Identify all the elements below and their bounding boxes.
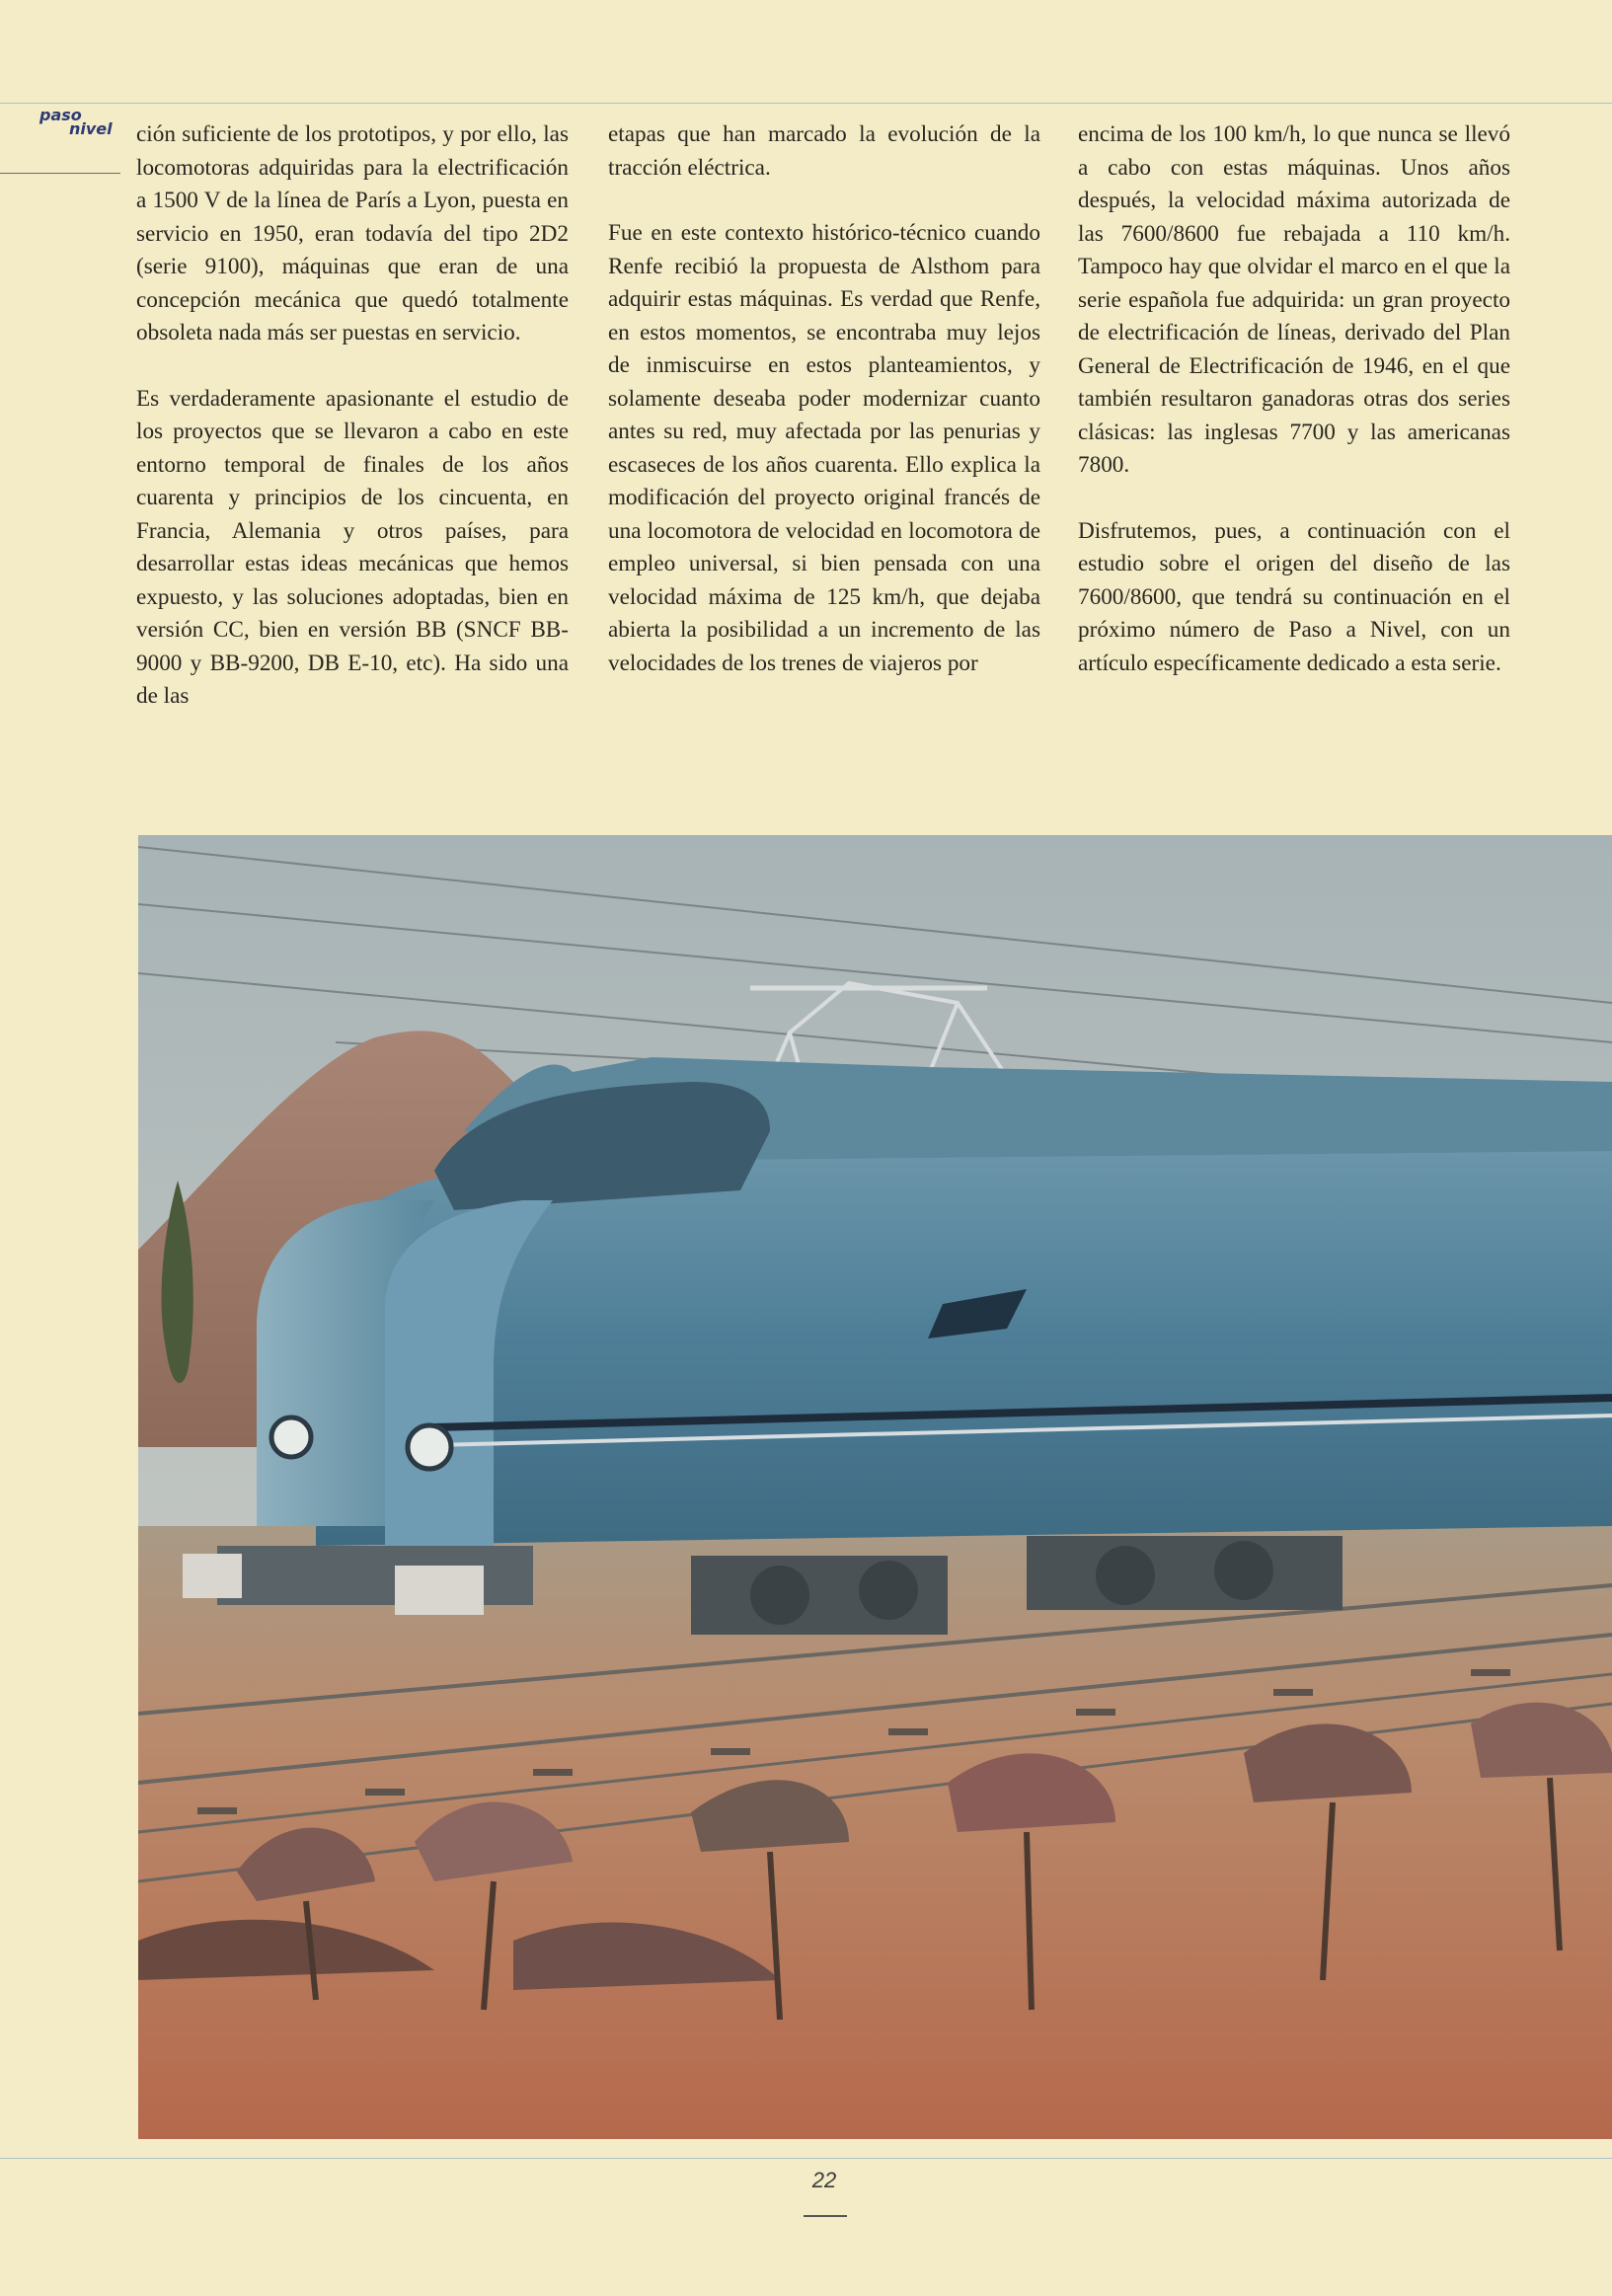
logo-line-1: paso (39, 106, 82, 124)
locomotive-illustration (138, 835, 1612, 2139)
text-column-1 (136, 118, 569, 714)
text-column-3 (1078, 118, 1510, 680)
paragraph: Disfrutemos, pues, a continuación con el estudio sobre el origen del diseño de las 7600/8600, que tendrá su continuación en el próximo número de Paso a Nivel, con un artículo específicamente dedicado a esta serie. (1078, 517, 1510, 676)
bottom-rule (0, 2158, 1612, 2159)
logo-rule (0, 173, 120, 174)
paso-nivel-logo (39, 106, 134, 138)
logo-line-2: nivel (69, 119, 113, 138)
top-rule (0, 103, 1612, 104)
paragraph: encima de los 100 km/h, lo que nunca se llevó a cabo con estas máquinas. Unos años después, la velocidad máxima autorizada de las 7600/8600 fue rebajada a 110 km/h. Tampoco hay que olvidar el marco en el que la serie española fue adquirida: un gran proyecto de electrificación de líneas, derivado del Plan General de Electrificación de 1946, en el que también resultaron ganadoras otras dos series clásicas: las inglesas 7700 y las americanas 7800. (1078, 121, 1510, 478)
paragraph: Fue en este contexto histórico-técnico cuando Renfe recibió la propuesta de Alsthom para adquirir estas máquinas. Es verdad que Renfe, en estos momentos, se encontraba muy lejos de inmiscuirse en estos planteamientos, y solamente deseaba poder modernizar cuanto antes su red, muy afectada por las penurias y escaseces de los años cuarenta. Ello explica la modificación del proyecto original francés de una locomotora de velocidad en locomotora de empleo universal, si bien pensada con una velocidad máxima de 125 km/h, que dejaba abierta la posibilidad a un incremento de las velocidades de los trenes de viajeros por (608, 220, 1040, 676)
paragraph: etapas que han marcado la evolución de la tracción eléctrica. (608, 121, 1040, 181)
page-number: 22 (811, 2168, 837, 2192)
paragraph: ción suficiente de los prototipos, y por ello, las locomotoras adquiridas para la electrificación a 1500 V de la línea de París a Lyon, puesta en servicio en 1950, eran todavía del tipo 2D2 (serie 9100), máquinas que eran de una concepción mecánica que quedó totalmente obsoleta nada más ser puestas en servicio. (136, 121, 569, 345)
text-column-2 (608, 118, 1040, 680)
paragraph: Es verdaderamente apasionante el estudio de los proyectos que se llevaron a cabo en este entorno temporal de finales de los años cuarenta y principios de los cincuenta, en Francia, Alemania y otros países, para desarrollar estas ideas mecánicas que hemos expuesto, y las soluciones adoptadas, bien en versión CC, bien en versión BB (SNCF BB-9000 y BB-9200, DB E-10, etc). Ha sido una de las (136, 385, 569, 709)
page-number-rule (804, 2215, 847, 2217)
